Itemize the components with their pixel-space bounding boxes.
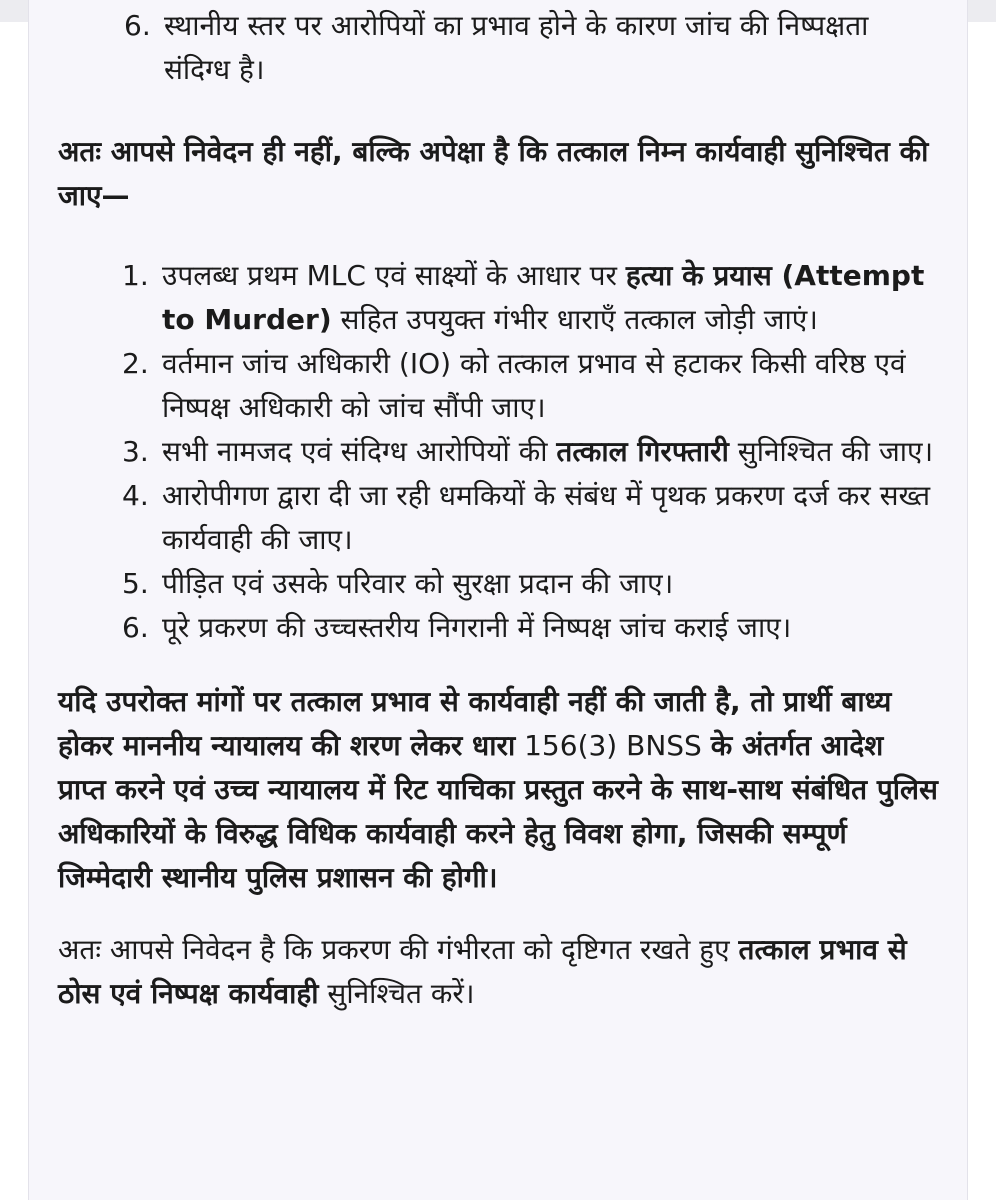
demand-number: 1. bbox=[122, 259, 149, 292]
warning-bold-start: यदि उपरोक्त मांगों पर तत्काल प्रभाव से कार्यवाही नहीं की जाती है, तो प्रार्थी बाध्य होकर माननीय न्यायालय की शरण लेकर धारा bbox=[58, 685, 892, 762]
intro-request-paragraph: अतः आपसे निवेदन ही नहीं, बल्कि अपेक्षा है कि तत्काल निम्न कार्यवाही सुनिश्चित की जाए— bbox=[58, 135, 929, 212]
demand-text: आरोपीगण द्वारा दी जा रही धमकियों के संबंध में पृथक प्रकरण दर्ज कर सख्त कार्यवाही की जाए। bbox=[162, 479, 931, 556]
document-content bbox=[58, 0, 938, 1044]
demand-bold-text: तत्काल गिरफ्तारी bbox=[556, 435, 729, 468]
closing-text-end: सुनिश्चित करें। bbox=[318, 977, 475, 1010]
demand-text: पूरे प्रकरण की उच्चस्तरीय निगरानी में निष्पक्ष जांच कराई जाए। bbox=[162, 611, 792, 644]
demand-item bbox=[58, 562, 938, 606]
demands-list bbox=[58, 254, 938, 650]
demand-number: 3. bbox=[122, 435, 149, 468]
demand-text: पीड़ित एवं उसके परिवार को सुरक्षा प्रदान की जाए। bbox=[162, 567, 674, 600]
closing-paragraph bbox=[58, 928, 938, 1016]
demand-number: 2. bbox=[122, 347, 149, 380]
demand-text: सभी नामजद एवं संदिग्ध आरोपियों की bbox=[162, 435, 557, 468]
list-item bbox=[58, 4, 938, 92]
demand-text: उपलब्ध प्रथम MLC एवं साक्ष्यों के आधार पर bbox=[162, 259, 626, 292]
demand-number: 6. bbox=[122, 611, 149, 644]
demand-item bbox=[58, 342, 938, 430]
warning-paragraph bbox=[58, 680, 938, 900]
demand-item bbox=[58, 474, 938, 562]
demand-bold-text: हत्या के प्रयास (Attempt to Murder) bbox=[162, 259, 925, 336]
demand-text-end: सहित उपयुक्त गंभीर धाराएँ तत्काल जोड़ी जाएं। bbox=[331, 303, 818, 336]
warning-section-ref: 156(3) BNSS bbox=[515, 729, 711, 762]
closing-text: अतः आपसे निवेदन है कि प्रकरण की गंभीरता को दृष्टिगत रखते हुए bbox=[58, 933, 739, 966]
demand-number: 5. bbox=[122, 567, 149, 600]
list-item-text: स्थानीय स्तर पर आरोपियों का प्रभाव होने के कारण जांच की निष्पक्षता संदिग्ध है। bbox=[164, 9, 869, 86]
previous-points-list bbox=[58, 4, 938, 92]
list-item-number: 6. bbox=[124, 9, 151, 42]
demand-item bbox=[58, 606, 938, 650]
closing-bold-text: तत्काल प्रभाव से ठोस एवं निष्पक्ष कार्यवाही bbox=[58, 933, 907, 1010]
demand-item bbox=[58, 254, 938, 342]
demand-number: 4. bbox=[122, 479, 149, 512]
demand-text-end: सुनिश्चित की जाए। bbox=[728, 435, 934, 468]
demand-text: वर्तमान जांच अधिकारी (IO) को तत्काल प्रभाव से हटाकर किसी वरिष्ठ एवं निष्पक्ष अधिकारी को जांच सौंपी जाए। bbox=[162, 347, 906, 424]
warning-bold-end: के अंतर्गत आदेश प्राप्त करने एवं उच्च न्यायालय में रिट याचिका प्रस्तुत करने के साथ-साथ संबंधित पुलिस अधिकारियों के विरुद्ध विधिक कार्यवाही करने हेतु विवश होगा, जिसकी सम्पूर्ण जिम्मेदारी स्थानीय पुलिस प्रशासन की होगी। bbox=[58, 729, 938, 894]
demand-item bbox=[58, 430, 938, 474]
